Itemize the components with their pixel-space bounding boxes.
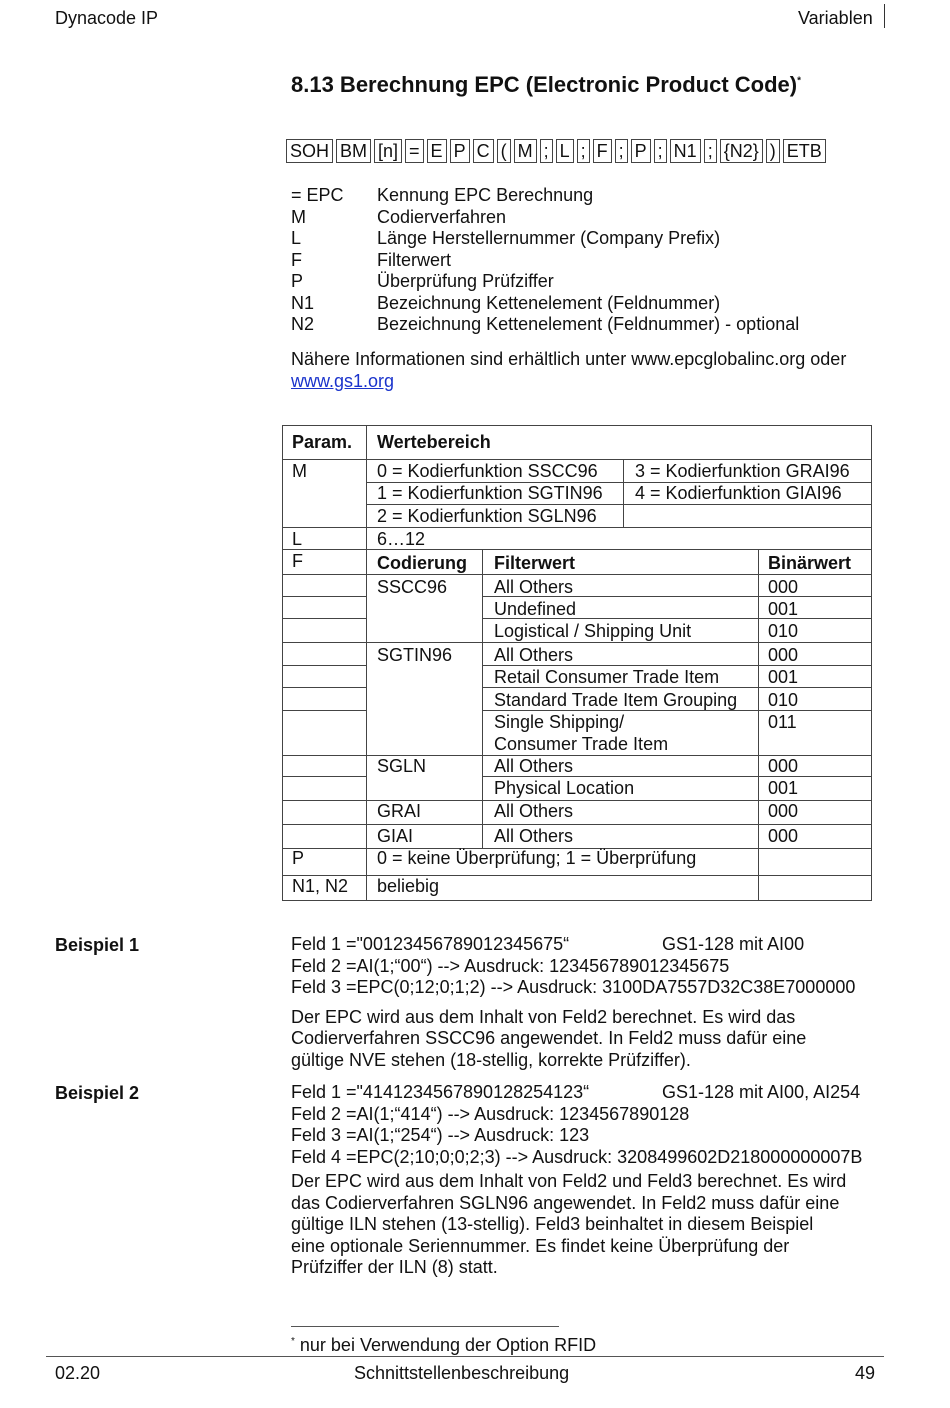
definition-list — [291, 185, 799, 336]
table-col-divider — [482, 549, 483, 848]
definition-desc: Bezeichnung Kettenelement (Feldnummer) — [377, 292, 721, 313]
f-filterwert: Standard Trade Item Grouping — [494, 690, 738, 710]
syntax-token: ; — [704, 139, 717, 163]
m-option: 2 = Kodierfunktion SGLN96 — [377, 506, 597, 526]
example-paragraph-line: gültige ILN stehen (13-stellig). Feld3 beinhaltet in diesem Beispiel — [291, 1214, 814, 1234]
syntax-token: M — [514, 139, 537, 163]
gs1-link[interactable]: www.gs1.org — [291, 370, 395, 391]
table-row-divider — [283, 665, 366, 666]
f-filterwert: All Others — [494, 801, 574, 821]
table-header-range: Wertebereich — [377, 432, 491, 452]
f-codierung: SGLN — [377, 756, 427, 776]
definition-key: F — [291, 249, 302, 270]
example-line: Feld 4 =EPC(2;10;0;0;2;3) --> Ausdruck: 3208499602D218000000007B — [291, 1146, 863, 1167]
table-row-divider — [283, 642, 871, 643]
header-divider — [884, 4, 885, 28]
table-row-divider — [283, 875, 871, 876]
definition-desc: Codierverfahren — [377, 206, 507, 227]
syntax-token: ; — [654, 139, 667, 163]
f-filterwert: Single Shipping/ — [494, 712, 625, 732]
n-value: beliebig — [377, 876, 440, 896]
param-n: N1, N2 — [292, 876, 349, 896]
syntax-token: {N2} — [720, 139, 763, 163]
f-codierung: GRAI — [377, 801, 422, 821]
syntax-token: F — [593, 139, 612, 163]
definition-key: N2 — [291, 314, 315, 334]
f-header-binaerwert: Binärwert — [768, 553, 852, 573]
definition-row — [291, 271, 799, 293]
section-title-text: 8.13 Berechnung EPC (Electronic Product Code) — [291, 72, 798, 97]
syntax-token: = — [405, 139, 424, 163]
example-line-text: Feld 1 ="00123456789012345675“ — [291, 934, 570, 954]
definition-row — [291, 314, 799, 336]
f-header-codierung: Codierung — [377, 553, 467, 573]
example-2-label: Beispiel 2 — [55, 1083, 140, 1103]
table-row-divider — [283, 687, 366, 688]
definition-desc: Bezeichnung Kettenelement (Feldnummer) - optional — [377, 314, 800, 334]
syntax-token: ( — [497, 139, 511, 163]
f-binaerwert: 000 — [768, 645, 799, 665]
definition-key: N1 — [291, 292, 315, 313]
syntax-token: ETB — [783, 139, 826, 163]
footnote — [291, 1335, 596, 1356]
header-right: Variablen — [798, 8, 873, 28]
definition-key: = EPC — [291, 185, 344, 205]
table-col-divider — [366, 426, 367, 900]
example-paragraph-line: Der EPC wird aus dem Inhalt von Feld2 und Feld3 berechnet. Es wird — [291, 1171, 847, 1191]
m-option: 0 = Kodierfunktion SSCC96 — [377, 461, 598, 481]
syntax-token: L — [556, 139, 574, 163]
p-value: 0 = keine Überprüfung; 1 = Überprüfung — [377, 848, 697, 868]
syntax-token: P — [450, 139, 470, 163]
example-line: Feld 3 =AI(1;“254“) --> Ausdruck: 123 — [291, 1125, 590, 1145]
footer-rule — [46, 1356, 884, 1357]
param-l: L — [292, 529, 303, 549]
m-option: 3 = Kodierfunktion GRAI96 — [635, 461, 850, 481]
f-codierung: GIAI — [377, 826, 414, 846]
definition-key: P — [291, 271, 304, 291]
definition-key: M — [291, 206, 306, 227]
f-filterwert: Undefined — [494, 599, 577, 619]
info-paragraph — [291, 349, 846, 392]
f-filterwert: All Others — [494, 645, 574, 665]
syntax-token: ; — [615, 139, 628, 163]
example-line: Feld 2 =AI(1;“00“) --> Ausdruck: 123456789012345675 — [291, 955, 730, 976]
footer-version: 02.20 — [55, 1363, 101, 1383]
definition-desc: Länge Herstellernummer (Company Prefix) — [377, 228, 721, 248]
definition-desc: Kennung EPC Berechnung — [377, 185, 594, 205]
header-left: Dynacode IP — [55, 8, 159, 28]
footnote-mark: * — [291, 1336, 295, 1347]
example-line-text: Feld 1 ="4141234567890128254123“ — [291, 1082, 590, 1102]
syntax-token: [n] — [374, 139, 402, 163]
example-paragraph-line: Der EPC wird aus dem Inhalt von Feld2 berechnet. Es wird das — [291, 1006, 796, 1027]
f-filterwert: All Others — [494, 756, 574, 776]
table-row-divider — [283, 549, 871, 550]
syntax-token: P — [631, 139, 651, 163]
f-filterwert: Logistical / Shipping Unit — [494, 621, 692, 641]
footer-title: Schnittstellenbeschreibung — [354, 1363, 570, 1383]
f-binaerwert: 000 — [768, 801, 799, 821]
example-2-block — [291, 1082, 862, 1279]
syntax-token: ; — [540, 139, 553, 163]
example-paragraph-line: eine optionale Seriennummer. Es findet keine Überprüfung der — [291, 1235, 790, 1256]
f-binaerwert: 000 — [768, 756, 799, 776]
l-value: 6…12 — [377, 529, 426, 549]
footnote-mark: * — [797, 75, 802, 87]
f-codierung: SGTIN96 — [377, 645, 453, 665]
m-option: 4 = Kodierfunktion GIAI96 — [635, 483, 842, 503]
f-filterwert: Consumer Trade Item — [494, 734, 669, 754]
parameter-table — [282, 425, 872, 901]
f-binaerwert: 000 — [768, 826, 799, 846]
table-row-divider — [283, 776, 366, 777]
f-binaerwert: 010 — [768, 690, 799, 710]
footnote-rule — [291, 1326, 559, 1327]
param-f: F — [292, 551, 303, 571]
definition-desc: Überprüfung Prüfziffer — [377, 271, 554, 291]
example-paragraph-line: Prüfziffer der ILN (8) statt. — [291, 1257, 498, 1277]
table-col-divider — [623, 459, 624, 527]
syntax-token: SOH — [286, 139, 333, 163]
table-row-divider — [283, 596, 366, 597]
example-line: Feld 2 =AI(1;“414“) --> Ausdruck: 1234567890128 — [291, 1103, 690, 1124]
syntax-token: E — [427, 139, 447, 163]
table-header-param: Param. — [292, 432, 353, 452]
page-number: 49 — [855, 1363, 876, 1383]
f-codierung: SSCC96 — [377, 577, 448, 597]
syntax-token: BM — [336, 139, 371, 163]
definition-key: L — [291, 228, 302, 248]
definition-row — [291, 207, 799, 229]
example-paragraph-line: Codierverfahren SSCC96 angewendet. In Feld2 muss dafür eine — [291, 1028, 807, 1048]
syntax-token: ; — [577, 139, 590, 163]
definition-row — [291, 250, 799, 272]
f-binaerwert: 001 — [768, 778, 799, 798]
table-row-divider — [283, 710, 366, 711]
example-paragraph-line: gültige NVE stehen (18-stellig, korrekte Prüfziffer). — [291, 1049, 691, 1070]
f-filterwert: Physical Location — [494, 778, 635, 798]
syntax-row — [286, 139, 826, 163]
f-binaerwert: 001 — [768, 599, 799, 619]
syntax-token: ) — [766, 139, 780, 163]
definition-row — [291, 185, 799, 207]
f-binaerwert: 000 — [768, 577, 799, 597]
param-p: P — [292, 848, 305, 868]
footnote-text: nur bei Verwendung der Option RFID — [294, 1335, 597, 1355]
table-row-divider — [283, 618, 366, 619]
f-binaerwert: 010 — [768, 621, 799, 641]
f-header-filterwert: Filterwert — [494, 553, 576, 573]
table-row-divider — [283, 527, 871, 528]
f-filterwert: All Others — [494, 826, 574, 846]
info-text: Nähere Informationen sind erhältlich unter www.epcglobalinc.org oder — [291, 349, 847, 369]
syntax-token: C — [473, 139, 494, 163]
f-binaerwert: 011 — [768, 712, 797, 732]
definition-row — [291, 293, 799, 315]
example-1-label: Beispiel 1 — [55, 935, 140, 955]
m-option: 1 = Kodierfunktion SGTIN96 — [377, 483, 603, 503]
example-line: Feld 3 =EPC(0;12;0;1;2) --> Ausdruck: 3100DA7557D32C38E7000000 — [291, 977, 856, 997]
f-filterwert: Retail Consumer Trade Item — [494, 667, 720, 687]
example-paragraph-line: das Codierverfahren SGLN96 angewendet. In Feld2 muss dafür eine — [291, 1192, 840, 1213]
example-1-aside: GS1-128 mit AI00 — [662, 934, 805, 954]
f-filterwert: All Others — [494, 577, 574, 597]
definition-desc: Filterwert — [377, 249, 452, 270]
f-binaerwert: 001 — [768, 667, 799, 687]
syntax-token: N1 — [670, 139, 701, 163]
section-title — [291, 72, 801, 98]
param-m: M — [292, 461, 307, 481]
definition-row — [291, 228, 799, 250]
table-row-divider — [283, 574, 871, 575]
example-2-aside: GS1-128 mit AI00, AI254 — [662, 1082, 861, 1102]
